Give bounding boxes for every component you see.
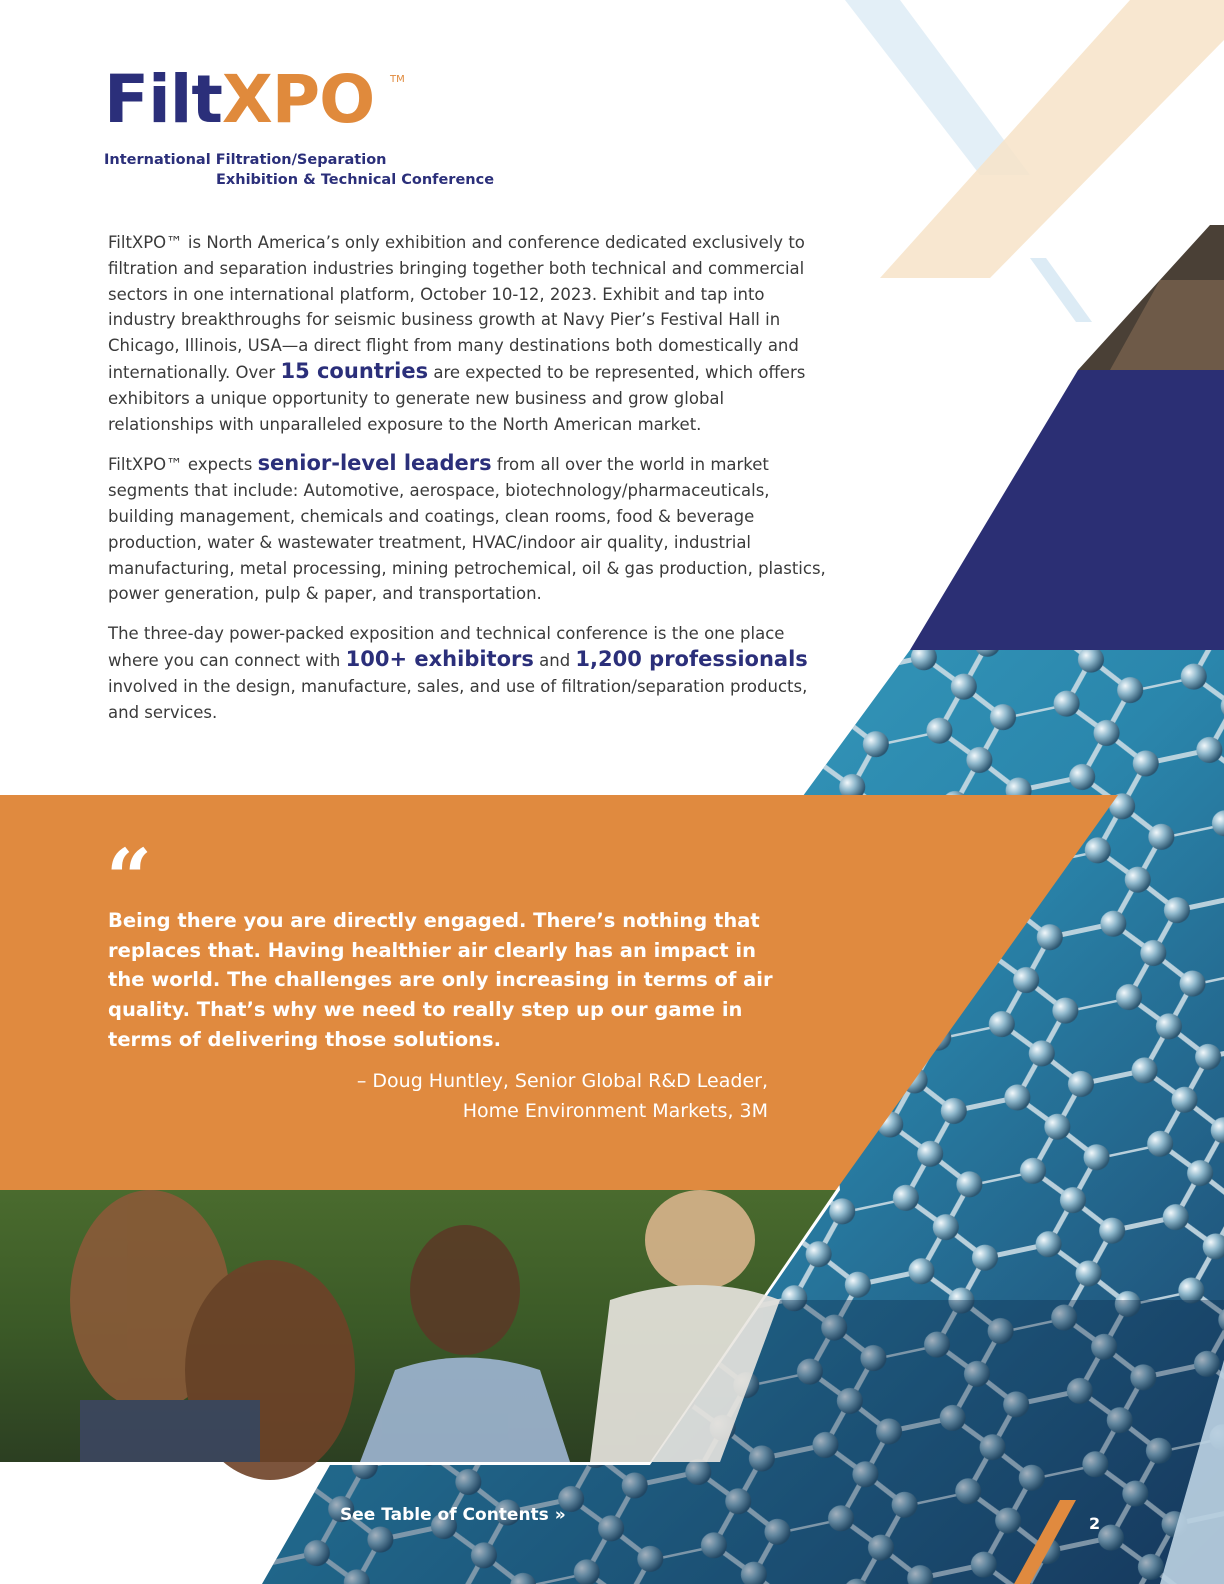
testimonial-quote: Being there you are directly engaged. There’s nothing that replaces that. Having healthier air clearly has an impact in the world. The challenges are only increasing in terms of air quality. That’s why we need to really step up our game in terms of delivering those solutions. [108,909,773,1051]
page-number: 2 [1089,1514,1101,1533]
logo-subtitle-line1: International Filtration/Separation [104,152,387,168]
quote-attribution [108,1066,768,1126]
paragraph-exposition-text-b: and [533,650,576,670]
logo-filt-text: Filt [104,61,222,138]
logo-wordmark [104,61,375,138]
logo-trademark: TM [390,74,405,85]
highlight-countries: 15 countries [280,358,429,383]
paragraph-overview [108,230,828,437]
attribution-line1: – Doug Huntley, Senior Global R&D Leader, [356,1070,768,1092]
paragraph-overview-text-a: FiltXPO™ is North America’s only exhibition and conference dedicated exclusively to filtration and separation industries bringing together both technical and commercial sectors in one international platform, October 10-12, 2023. Exhibit and tap into industry breakthroughs for seismic business growth at Navy Pier’s Festival Hall in Chicago, Illinois, USA—a direct flight from many destinations both domestically and internationally. Over [108,233,805,382]
paragraph-attendees [108,451,828,607]
quote-mark-icon: “ [106,831,153,925]
paragraph-attendees-text-a: FiltXPO™ expects [108,455,258,475]
paragraph-exposition-text-a: The three-day power-packed exposition and technical conference is the one place where you can connect with [108,624,785,670]
paragraph-overview-text-b: are expected to be represented, which offers exhibitors a unique opportunity to generate new business and grow global relationships with unparalleled exposure to the North American market. [108,362,806,434]
highlight-exhibitors: 100+ exhibitors [345,646,534,671]
logo-subtitle-line2: Exhibition & Technical Conference [216,172,495,188]
paragraph-exposition [108,621,828,725]
paragraph-exposition-text-c: involved in the design, manufacture, sales, and use of filtration/separation products, and services. [108,676,808,722]
logo-x-text: X [221,61,272,138]
logo-po-text: PO [271,61,375,138]
intro-body [108,230,828,739]
filtxpo-logo [104,42,524,202]
highlight-senior-leaders: senior-level leaders [257,451,492,476]
table-of-contents-link[interactable]: See Table of Contents » [340,1505,566,1525]
highlight-professionals: 1,200 professionals [575,646,808,671]
paragraph-attendees-text-b: from all over the world in market segments that include: Automotive, aerospace, biotechnology/pharmaceuticals, building management, chemicals and coatings, clean rooms, food & beverage production, water & wastewater treatment, HVAC/indoor air quality, industrial manufacturing, metal processing, mining petrochemical, oil & gas production, plastics, power generation, pulp & paper, and transportation. [108,455,826,604]
attribution-line2: Home Environment Markets, 3M [462,1100,768,1122]
